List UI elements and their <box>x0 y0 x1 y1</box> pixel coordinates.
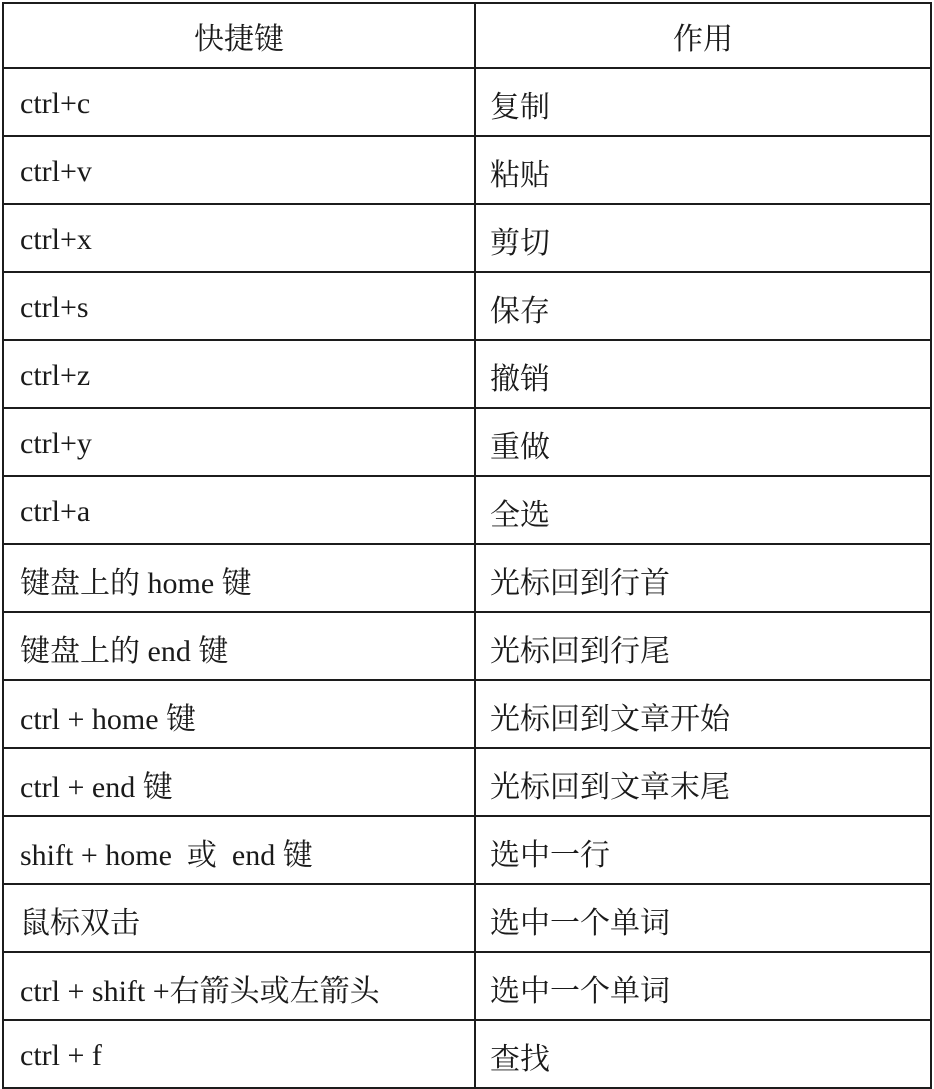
shortcut-cell: ctrl+s <box>3 272 475 340</box>
table-row <box>3 272 931 340</box>
shortcut-cell: ctrl + home 键 <box>3 680 475 748</box>
function-cell: 光标回到文章开始 <box>475 680 931 748</box>
function-cell: 查找 <box>475 1020 931 1088</box>
table-row <box>3 544 931 612</box>
shortcut-cell: ctrl + shift +右箭头或左箭头 <box>3 952 475 1020</box>
table-row <box>3 816 931 884</box>
table-row <box>3 680 931 748</box>
function-cell: 选中一行 <box>475 816 931 884</box>
table-row <box>3 204 931 272</box>
function-cell: 粘贴 <box>475 136 931 204</box>
function-cell: 复制 <box>475 68 931 136</box>
function-cell: 光标回到行尾 <box>475 612 931 680</box>
function-cell: 保存 <box>475 272 931 340</box>
table-row <box>3 408 931 476</box>
function-cell: 光标回到文章末尾 <box>475 748 931 816</box>
function-cell: 撤销 <box>475 340 931 408</box>
shortcut-cell: 键盘上的 end 键 <box>3 612 475 680</box>
function-cell: 剪切 <box>475 204 931 272</box>
shortcut-cell: ctrl+c <box>3 68 475 136</box>
table-row <box>3 1020 931 1088</box>
table-row <box>3 952 931 1020</box>
header-shortcut: 快捷键 <box>3 3 475 68</box>
table-row <box>3 68 931 136</box>
function-cell: 选中一个单词 <box>475 952 931 1020</box>
shortcut-cell: 键盘上的 home 键 <box>3 544 475 612</box>
table-row <box>3 476 931 544</box>
shortcut-cell: ctrl+a <box>3 476 475 544</box>
shortcut-table-container <box>2 2 930 1089</box>
table-row <box>3 748 931 816</box>
shortcut-cell: ctrl+x <box>3 204 475 272</box>
table-header-row <box>3 3 931 68</box>
shortcut-cell: 鼠标双击 <box>3 884 475 952</box>
table-row <box>3 136 931 204</box>
shortcut-cell: ctrl+z <box>3 340 475 408</box>
shortcut-cell: shift + home 或 end 键 <box>3 816 475 884</box>
shortcut-table <box>2 2 932 1089</box>
table-row <box>3 612 931 680</box>
header-function: 作用 <box>475 3 931 68</box>
function-cell: 全选 <box>475 476 931 544</box>
table-row <box>3 340 931 408</box>
shortcut-cell: ctrl + f <box>3 1020 475 1088</box>
shortcut-cell: ctrl+v <box>3 136 475 204</box>
shortcut-cell: ctrl + end 键 <box>3 748 475 816</box>
table-row <box>3 884 931 952</box>
function-cell: 光标回到行首 <box>475 544 931 612</box>
function-cell: 选中一个单词 <box>475 884 931 952</box>
function-cell: 重做 <box>475 408 931 476</box>
shortcut-cell: ctrl+y <box>3 408 475 476</box>
